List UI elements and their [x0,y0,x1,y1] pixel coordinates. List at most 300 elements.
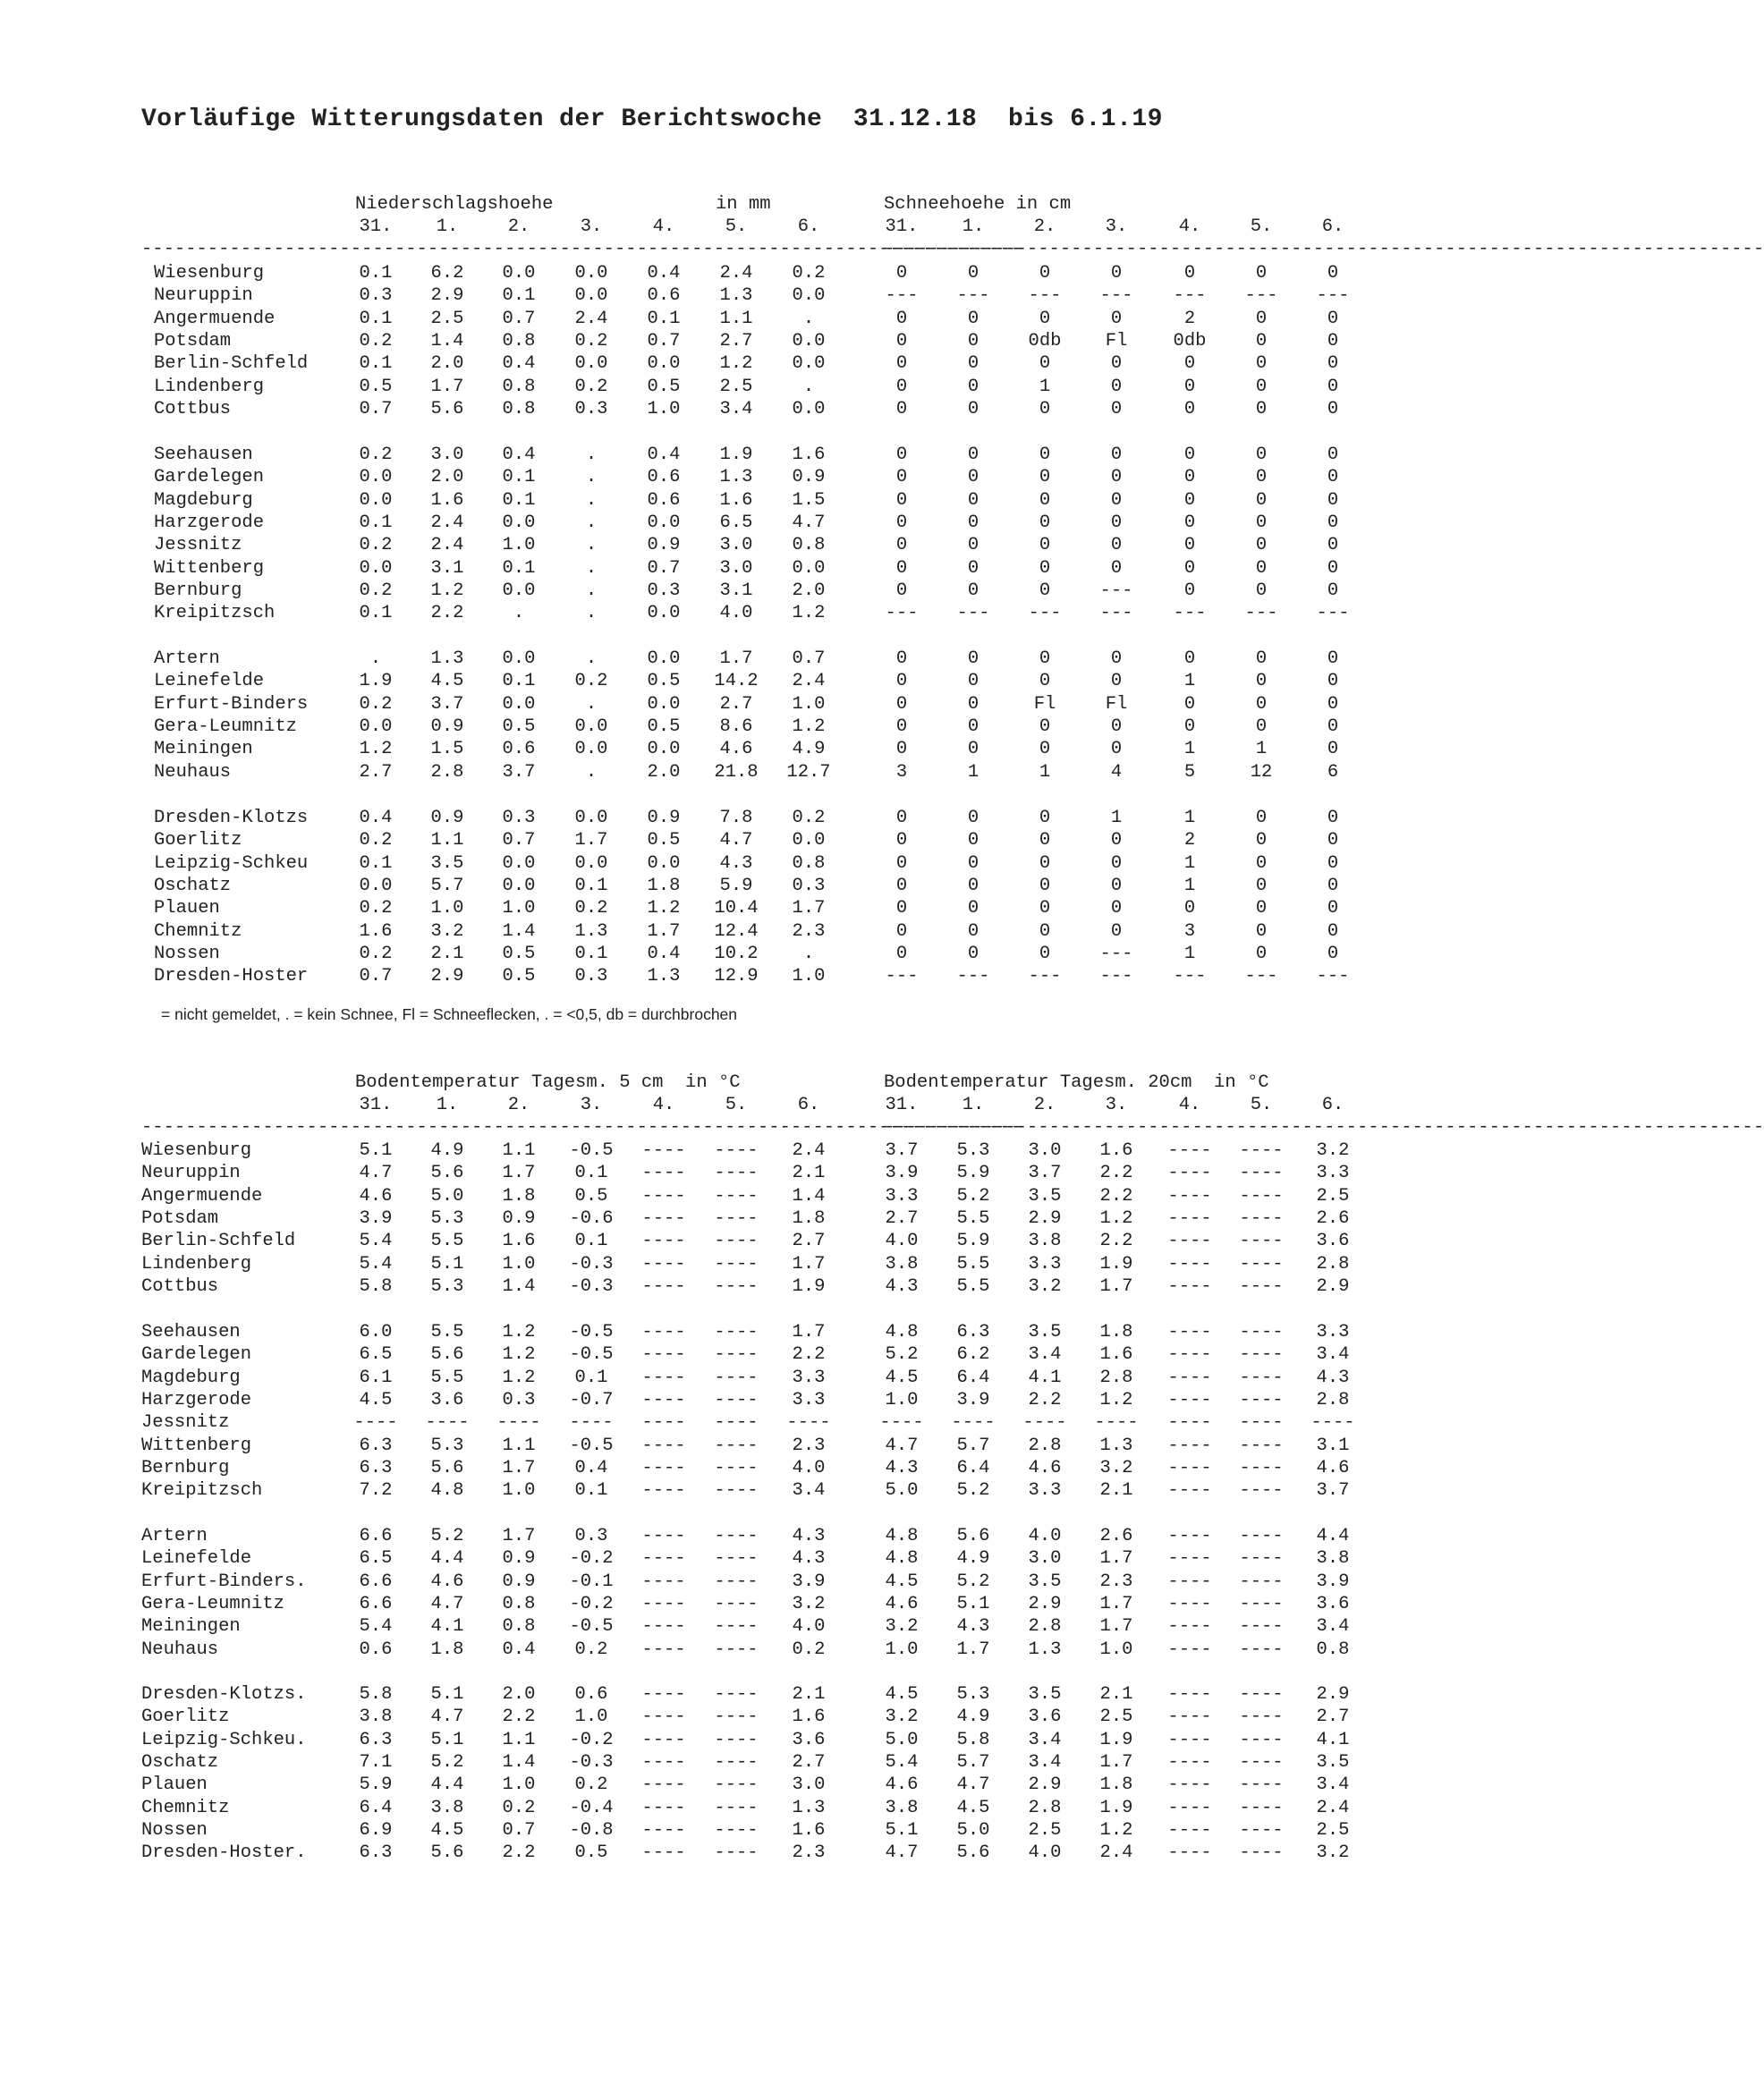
soil-20cm-value: 4.3 [885,1457,919,1478]
precip-value: . [802,376,815,397]
station-name: Neuruppin [154,285,253,307]
precip-value: 0.0 [359,875,393,896]
precip-value: 1.7 [792,898,826,919]
soil-20cm-value: ---- [1239,1684,1284,1705]
soil-20cm-value: 3.2 [1316,1140,1350,1161]
soil-5cm-value: ---- [641,1231,686,1252]
soil-20cm-value: 5.1 [885,1819,919,1841]
precip-value: 6.5 [719,512,753,533]
precip-value: 0.3 [647,580,681,601]
precip-value: . [585,557,598,579]
soil-5cm-value: -0.3 [569,1253,614,1275]
soil-5cm-value: ---- [641,1480,686,1502]
soil-5cm-value: 5.2 [430,1751,464,1773]
soil-20cm-value: ---- [1167,1140,1212,1161]
precip-value: 0.7 [792,648,826,669]
precip-value: 0.1 [359,512,393,533]
soil-5cm-value: 3.9 [792,1571,826,1592]
soil-5cm-value: 1.7 [502,1526,536,1546]
soil-5cm-value: 5.6 [430,1457,464,1478]
precip-value: 0.3 [574,966,608,987]
precip-value: 0.0 [574,285,608,307]
precip-value: 2.4 [792,671,826,692]
snow-value: 0 [1039,875,1051,896]
snow-value: 2 [1183,308,1196,329]
precip-group-label: Niederschlagshoehe [355,194,554,215]
soil-20cm-value: ---- [1239,1616,1284,1638]
precip-value: 1.7 [574,830,608,851]
precip-value: 0.3 [792,875,826,896]
soil-20cm-value: 2.9 [1316,1275,1350,1297]
soil-5cm-value: 5.4 [359,1253,393,1275]
soil-20cm-value: 4.7 [956,1774,990,1796]
station-name: Lindenberg [141,1253,252,1275]
rain-day-header: 6. [797,216,820,237]
precip-value: 0.2 [574,898,608,919]
precip-value: 2.7 [719,693,753,715]
station-name: Wittenberg [141,1435,252,1456]
snow-value: 0 [1183,693,1196,715]
precip-value: 14.2 [714,671,759,692]
snow-value: 0 [1327,376,1339,397]
soil-5cm-value: 1.2 [502,1367,536,1388]
precip-value: 2.4 [430,512,464,533]
precip-value: 2.7 [359,761,393,783]
soil-20cm-value: ---- [1239,1253,1284,1275]
precip-value: 0.1 [359,353,393,375]
precip-value: 1.0 [430,898,464,919]
precip-value: 0.9 [792,467,826,488]
precip-value: 1.3 [719,285,753,307]
soil-20cm-value: 2.8 [1316,1253,1350,1275]
snow-day-header: 4. [1178,216,1201,237]
snow-day-header: 5. [1250,216,1273,237]
snow-value: 0 [1110,467,1123,488]
soil-20cm-value: 2.1 [1099,1480,1133,1502]
soil-20cm-value: 5.0 [885,1729,919,1750]
soil-20cm-value: ---- [1167,1207,1212,1229]
station-name: Oschatz [141,1751,219,1773]
station-name: Neuruppin [141,1163,241,1184]
soil-5cm-value: ---- [641,1616,686,1638]
snow-value: 0 [895,467,908,488]
soil-20cm-value: 2.2 [1099,1231,1133,1252]
precip-value: 2.3 [792,920,826,942]
soil-5cm-value: 0.3 [502,1389,536,1410]
precip-value: 0.5 [502,943,536,964]
precip-value: 0.8 [502,330,536,351]
precip-value: 0.9 [430,808,464,828]
precip-value: 0.0 [574,353,608,375]
precip-value: 3.0 [719,557,753,579]
soil-20cm-value: ---- [1239,1389,1284,1410]
snow-value: 0 [1255,898,1268,919]
precip-value: 0.0 [792,830,826,851]
soil-20cm-value: 4.8 [885,1548,919,1570]
snow-value: 1 [1183,852,1196,874]
station-name: Angermuende [154,308,276,329]
soil-20cm-value: 3.4 [1028,1344,1062,1366]
snow-value: --- [1099,580,1133,601]
soil-5cm-value: 4.0 [792,1457,826,1478]
soil-20cm-value: 2.6 [1316,1207,1350,1229]
soil-5cm-value: 0.1 [574,1231,608,1252]
soil-5cm-value: 1.8 [502,1185,536,1207]
soil-20cm-value: 1.0 [1099,1639,1133,1660]
soil-20cm-value: ---- [1239,1707,1284,1728]
soil-20cm-value: 3.5 [1028,1571,1062,1592]
snow-value: 0 [1327,467,1339,488]
soil-20cm-value: 1.9 [1099,1253,1133,1275]
snow-value: 0 [1327,445,1339,465]
precip-value: 0.0 [574,716,608,737]
soil-20cm-value: ---- [1167,1571,1212,1592]
soil-5cm-value: 4.7 [430,1593,464,1614]
soil-5cm-value: ---- [641,1526,686,1546]
snow-value: 0 [1255,580,1268,601]
precip-value: 0.0 [574,808,608,828]
soil-5cm-value: ---- [714,1253,759,1275]
station-name: Nossen [141,1819,208,1841]
station-name: Dresden-Klotzs. [141,1684,307,1705]
snow-value: 0 [967,445,980,465]
soil-5cm-value: 2.2 [502,1842,536,1864]
snow-value: --- [1099,943,1133,964]
soil-5cm-value: ---- [714,1526,759,1546]
snow-value: --- [1099,603,1133,624]
soil-5cm-value: ---- [714,1729,759,1750]
soil-5cm-value: ---- [714,1231,759,1252]
soil-20cm-value: 2.1 [1099,1684,1133,1705]
soil-20cm-value: 4.3 [956,1616,990,1638]
soil-5cm-value: 0.4 [574,1457,608,1478]
snow-value: 0 [967,308,980,329]
soil-5cm-value: ---- [714,1571,759,1592]
snow-value: 0 [1327,943,1339,964]
station-name: Cottbus [154,398,232,419]
soil-5cm-value: 0.2 [574,1639,608,1660]
precip-value: 0.9 [430,716,464,737]
soil-20cm-value: 3.3 [885,1185,919,1207]
soil-5cm-value: 0.2 [574,1774,608,1796]
rain-day-header: 2. [507,216,530,237]
precip-value: 0.0 [647,852,681,874]
precip-value: 0.4 [647,445,681,465]
soil-20cm-value: 3.4 [1028,1751,1062,1773]
snow-value: 1 [1183,739,1196,760]
soil-20cm-value: 5.2 [956,1480,990,1502]
station-name: Chemnitz [141,1797,230,1818]
station-name: Wiesenburg [154,263,265,284]
soil-20cm-value: ---- [1239,1593,1284,1614]
snow-value: 0 [895,875,908,896]
precip-value: 1.5 [430,739,464,760]
precip-value: 1.3 [647,966,681,987]
precip-value: 2.9 [430,285,464,307]
page-title: Vorläufige Witterungsdaten der Berichtswoche 31.12.18 bis 6.1.19 [141,106,1163,133]
precip-value: 0.2 [359,330,393,351]
soil-5cm-value: ---- [641,1842,686,1864]
snow-value: 0 [967,852,980,874]
precip-value: . [369,648,382,669]
snow-value: 0 [1110,852,1123,874]
snow-value: 0 [1110,739,1123,760]
snow-value: 0 [1183,398,1196,419]
soil-20cm-value: ---- [1239,1435,1284,1456]
snow-value: 0 [1039,898,1051,919]
snow-value: 0 [1039,535,1051,556]
snow-value: 0 [1039,671,1051,692]
station-name: Erfurt-Binders [154,693,309,715]
snow-value: 0 [1255,716,1268,737]
precip-value: 3.7 [502,761,536,783]
snow-value: 0 [1110,376,1123,397]
precip-value: . [802,308,815,329]
snow-value: 0 [1255,398,1268,419]
soil-5cm-value: ---- [641,1253,686,1275]
snow-value: 1 [1255,739,1268,760]
soil-20cm-value: 3.9 [1316,1571,1350,1592]
rain-day-header: 5. [725,216,748,237]
precip-value: 0.0 [647,648,681,669]
soil-20cm-value: 5.5 [956,1275,990,1297]
precip-value: 0.0 [647,693,681,715]
soil-5cm-value: ---- [714,1389,759,1410]
soil-5cm-value: 3.6 [792,1729,826,1750]
precip-value: 0.9 [647,808,681,828]
station-name: Berlin-Schfeld [141,1231,296,1252]
soil-5cm-value: ---- [641,1593,686,1614]
soil-5cm-value: ---- [714,1435,759,1456]
soil-5cm-value: 0.8 [502,1593,536,1614]
soil-5cm-value: 2.1 [792,1163,826,1184]
soil-20cm-value: 5.7 [956,1751,990,1773]
soil-20cm-value: 5.8 [956,1729,990,1750]
soil-20cm-value: ---- [1167,1684,1212,1705]
precip-value: 0.0 [574,263,608,284]
soil-20cm-value: ---- [1239,1480,1284,1502]
precip-value: 2.2 [430,603,464,624]
soil-20cm-value: 1.7 [1099,1593,1133,1614]
snow-value: 0 [967,353,980,375]
soil-20cm-value: 6.3 [956,1322,990,1342]
snow-value: 0 [967,693,980,715]
soil-5cm-value: ---- [641,1571,686,1592]
soil-5cm-value: ---- [353,1412,398,1434]
precip-value: 0.6 [647,467,681,488]
soil-5cm-day-header: 2. [507,1095,530,1115]
soil-20cm-value: ---- [1167,1751,1212,1773]
soil-5cm-value: 2.1 [792,1684,826,1705]
precip-value: 1.2 [792,603,826,624]
snow-value: 0 [895,920,908,942]
soil-20cm-value: ---- [1167,1231,1212,1252]
soil-20cm-value: 5.3 [956,1684,990,1705]
precip-value: 0.1 [359,852,393,874]
snow-value: 0 [1327,512,1339,533]
snow-value: 1 [1110,808,1123,828]
precip-value: 0.2 [359,535,393,556]
snow-value: 0 [1255,353,1268,375]
soil-5cm-value: 6.0 [359,1322,393,1342]
soil-5cm-value: -0.2 [569,1548,614,1570]
soil-20cm-value: 4.5 [885,1571,919,1592]
snow-value: 0 [895,852,908,874]
soil-5cm-value: 1.7 [792,1322,826,1342]
soil-5cm-value: 4.6 [359,1185,393,1207]
soil-5cm-label: Bodentemperatur Tagesm. 5 cm in °C [355,1072,741,1093]
precip-value: 3.4 [719,398,753,419]
precip-value: 1.7 [430,376,464,397]
soil-20cm-value: 4.5 [885,1367,919,1388]
rain-day-header: 1. [436,216,459,237]
soil-20cm-value: 3.4 [1316,1344,1350,1366]
precip-value: 12.7 [786,761,831,783]
soil-20cm-value: 1.7 [956,1639,990,1660]
snow-value: 0 [967,467,980,488]
soil-5cm-value: 2.4 [792,1140,826,1161]
snow-value: 0 [1327,739,1339,760]
snow-value: 0 [1110,398,1123,419]
snow-value: 0 [1039,580,1051,601]
soil-20cm-value: 4.8 [885,1322,919,1342]
soil-20cm-value: 4.0 [1028,1842,1062,1864]
precip-value: 0.4 [647,263,681,284]
snow-value: 0 [1110,898,1123,919]
soil-5cm-value: 0.3 [574,1526,608,1546]
soil-20cm-value: 3.4 [1316,1774,1350,1796]
precip-value: . [585,603,598,624]
soil-5cm-value: 1.9 [792,1275,826,1297]
soil-20cm-value: 4.0 [885,1231,919,1252]
snow-value: 0 [967,330,980,351]
soil-20cm-value: ---- [1094,1412,1139,1434]
precip-value: 0.0 [502,512,536,533]
precip-value: 1.2 [359,739,393,760]
station-name: Gardelegen [141,1344,252,1366]
soil-20cm-value: 1.3 [1099,1435,1133,1456]
snow-value: 0 [967,512,980,533]
precip-value: 4.0 [719,603,753,624]
precip-value: 2.0 [430,353,464,375]
soil-5cm-value: ---- [641,1457,686,1478]
precip-value: 1.2 [647,898,681,919]
soil-5cm-value: 6.6 [359,1571,393,1592]
soil-20cm-value: ---- [1239,1639,1284,1660]
snow-value: 0 [1255,648,1268,669]
precip-value: 10.2 [714,943,759,964]
precip-value: 0.0 [792,285,826,307]
precip-value: 2.1 [430,943,464,964]
snow-value: 0 [1039,467,1051,488]
soil-20cm-value: 1.3 [1028,1639,1062,1660]
soil-20cm-value: 2.2 [1099,1163,1133,1184]
snow-value: --- [885,603,919,624]
snow-value: --- [1099,966,1133,987]
soil-5cm-value: ---- [641,1140,686,1161]
soil-20cm-value: 4.0 [1028,1526,1062,1546]
snow-value: 0 [967,830,980,851]
soil-5cm-value: ---- [714,1684,759,1705]
soil-5cm-value: 2.7 [792,1231,826,1252]
soil-20cm-value: 3.6 [1316,1231,1350,1252]
precip-value: 0.0 [792,330,826,351]
precip-value: . [585,467,598,488]
soil-20cm-value: 1.2 [1099,1389,1133,1410]
snow-value: 0 [1327,535,1339,556]
soil-5cm-value: ---- [714,1707,759,1728]
snow-value: 0 [1039,308,1051,329]
snow-value: 0 [1255,830,1268,851]
soil-5cm-value: 2.7 [792,1751,826,1773]
precip-value: 1.3 [430,648,464,669]
precip-value: 1.6 [719,489,753,511]
snow-value: 0 [1110,875,1123,896]
soil-5cm-value: ---- [641,1344,686,1366]
soil-5cm-value: ---- [641,1774,686,1796]
soil-20cm-value: 3.9 [956,1389,990,1410]
snow-value: 0 [1327,830,1339,851]
snow-value: 0 [967,716,980,737]
precip-value: 0.3 [574,398,608,419]
station-name: Magdeburg [141,1367,241,1388]
precip-value: 1.0 [792,966,826,987]
precip-value: 2.4 [574,308,608,329]
snow-value: 1 [1039,761,1051,783]
snow-group-label: Schneehoehe in cm [884,194,1072,215]
soil-20cm-value: 1.8 [1099,1322,1133,1342]
station-name: Neuhaus [154,761,232,783]
snow-value: --- [1173,603,1207,624]
soil-5cm-value: ---- [641,1797,686,1818]
soil-5cm-value: -0.2 [569,1593,614,1614]
soil-5cm-value: 1.1 [502,1729,536,1750]
snow-value: 0 [967,920,980,942]
snow-value: 0 [895,808,908,828]
snow-value: --- [1099,285,1133,307]
station-name: Gardelegen [154,467,265,488]
precip-value: 0.0 [792,398,826,419]
precip-value: 0.4 [359,808,393,828]
station-name: Gera-Leumnitz [141,1593,284,1614]
station-name: Cottbus [141,1275,219,1297]
soil-5cm-value: ---- [714,1367,759,1388]
snow-value: 6 [1327,761,1339,783]
soil-5cm-value: 1.4 [502,1275,536,1297]
soil-20cm-value: 3.5 [1316,1751,1350,1773]
precip-value: 4.9 [792,739,826,760]
snow-value: 1 [1183,875,1196,896]
snow-day-header: 3. [1105,216,1128,237]
soil-20cm-value: 3.4 [1316,1616,1350,1638]
precip-value: 0.1 [359,308,393,329]
snow-value: 0 [1255,489,1268,511]
station-name: Leipzig-Schkeu. [141,1729,307,1750]
soil-20cm-value: 1.9 [1099,1729,1133,1750]
station-name: Gera-Leumnitz [154,716,297,737]
soil-20cm-value: 2.4 [1099,1842,1133,1864]
snow-value: Fl [1105,693,1128,715]
soil-20cm-value: 1.0 [885,1389,919,1410]
precip-value: 0.3 [502,808,536,828]
precip-value: 0.4 [502,353,536,375]
soil-5cm-value: ---- [714,1412,759,1434]
snow-value: 0 [1183,376,1196,397]
station-name: Jessnitz [154,535,242,556]
soil-20cm-value: ---- [1167,1593,1212,1614]
snow-value: 0 [1183,580,1196,601]
precip-value: 2.5 [719,376,753,397]
